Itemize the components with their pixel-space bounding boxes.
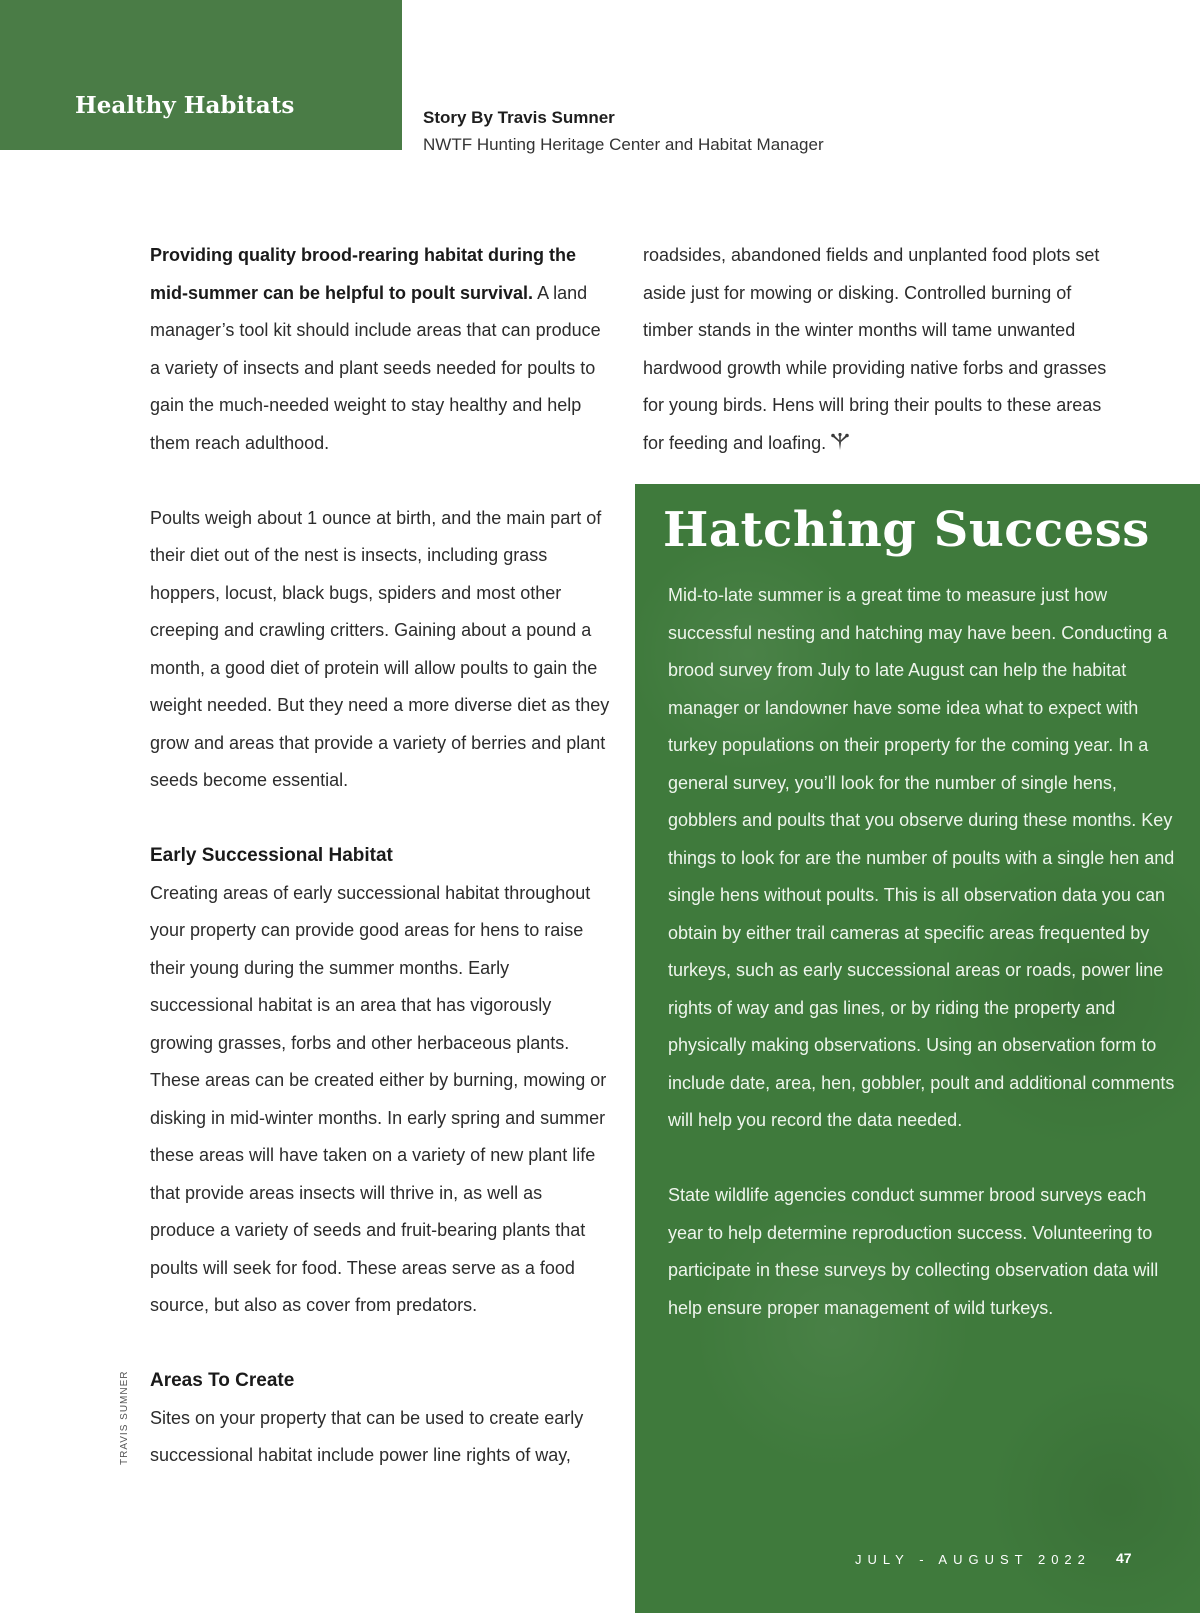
turkey-track-icon xyxy=(830,427,850,445)
subhead-areas-to-create: Areas To Create xyxy=(150,1370,295,1391)
byline-author: Story By Travis Sumner xyxy=(423,108,615,127)
sidebar-body xyxy=(668,577,1178,1327)
article-paragraph-areas: Sites on your property that can be used to create early successional habitat include power line rights of way, xyxy=(150,1407,584,1465)
article-paragraph-areas-continued-text: roadsides, abandoned fields and unplanted food plots set aside just for mowing or disking. Controlled burning of timber stands in the winter months will tame unwanted hardwood growth while providing native forbs and grasses for young birds. Hens will bring their poults to these areas for feeding and loafing. xyxy=(643,245,1107,453)
byline-role: NWTF Hunting Heritage Center and Habitat Manager xyxy=(423,135,824,154)
article-paragraph-diet: Poults weigh about 1 ounce at birth, and the main part of their diet out of the nest is insects, including grass hoppers, locust, black bugs, spiders and most other creeping and crawling critters. Gaining about a pound a month, a good diet of protein will allow poults to gain the weight needed. But they need a more diverse diet as they grow and areas that provide a variety of berries and plant seeds become essential. xyxy=(150,507,610,790)
article-intro-text: A land manager’s tool kit should include areas that can produce a variety of insects and plant seeds needed for poults to gain the much-needed weight to stay healthy and help them reach adulthood. xyxy=(150,282,601,453)
sidebar-title: Hatching Success xyxy=(663,502,1150,558)
page-number: 47 xyxy=(1116,1550,1132,1566)
article-lead: Providing quality brood-rearing habitat during the mid-summer can be helpful to poult survival. xyxy=(150,245,577,303)
section-label: Healthy Habitats xyxy=(75,92,295,119)
article-column-left xyxy=(150,237,610,1475)
section-header-block xyxy=(0,0,402,150)
sidebar-paragraph-agencies: State wildlife agencies conduct summer brood surveys each year to help determine reproduction success. Volunteering to participate in these surveys by collecting observation data will help ensure proper management of wild turkeys. xyxy=(668,1185,1159,1318)
article-column-right xyxy=(643,237,1123,462)
article-paragraph-areas-continued xyxy=(643,237,1123,462)
byline xyxy=(423,106,824,157)
sidebar-paragraph-survey: Mid-to-late summer is a great time to measure just how successful nesting and hatching may have been. Conducting a brood survey from July to late August can help the habitat manager or landowner have some idea what to expect with turkey populations on their property for the coming year. In a general survey, you’ll look for the number of single hens, gobblers and poults that you observe during these months. Key things to look for are the number of poults with a single hen and single hens without poults. This is all observation data you can obtain by either trail cameras at specific areas frequented by turkeys, such as early successional areas or roads, power line rights of way and gas lines, or by riding the property and physically making observations. Using an observation form to include date, area, hen, gobbler, poult and additional comments will help you record the data needed. xyxy=(668,585,1175,1130)
photo-credit: TRAVIS SUMNER xyxy=(119,1370,130,1465)
article-paragraph-early-successional: Creating areas of early successional habitat throughout your property can provide good areas for hens to raise their young during the summer months. Early successional habitat is an area that has vigorously growing grasses, forbs and other herbaceous plants. These areas can be created either by burning, mowing or disking in mid-winter months. In early spring and summer these areas will have taken on a variety of new plant life that provide areas insects will thrive in, as well as produce a variety of seeds and fruit-bearing plants that poults will seek for food. These areas serve as a food source, but also as cover from predators. xyxy=(150,882,607,1315)
sidebar-hatching-success xyxy=(635,484,1200,1613)
issue-date: JULY - AUGUST 2022 xyxy=(855,1552,1091,1567)
subhead-early-successional: Early Successional Habitat xyxy=(150,845,393,866)
article-intro xyxy=(150,237,610,462)
